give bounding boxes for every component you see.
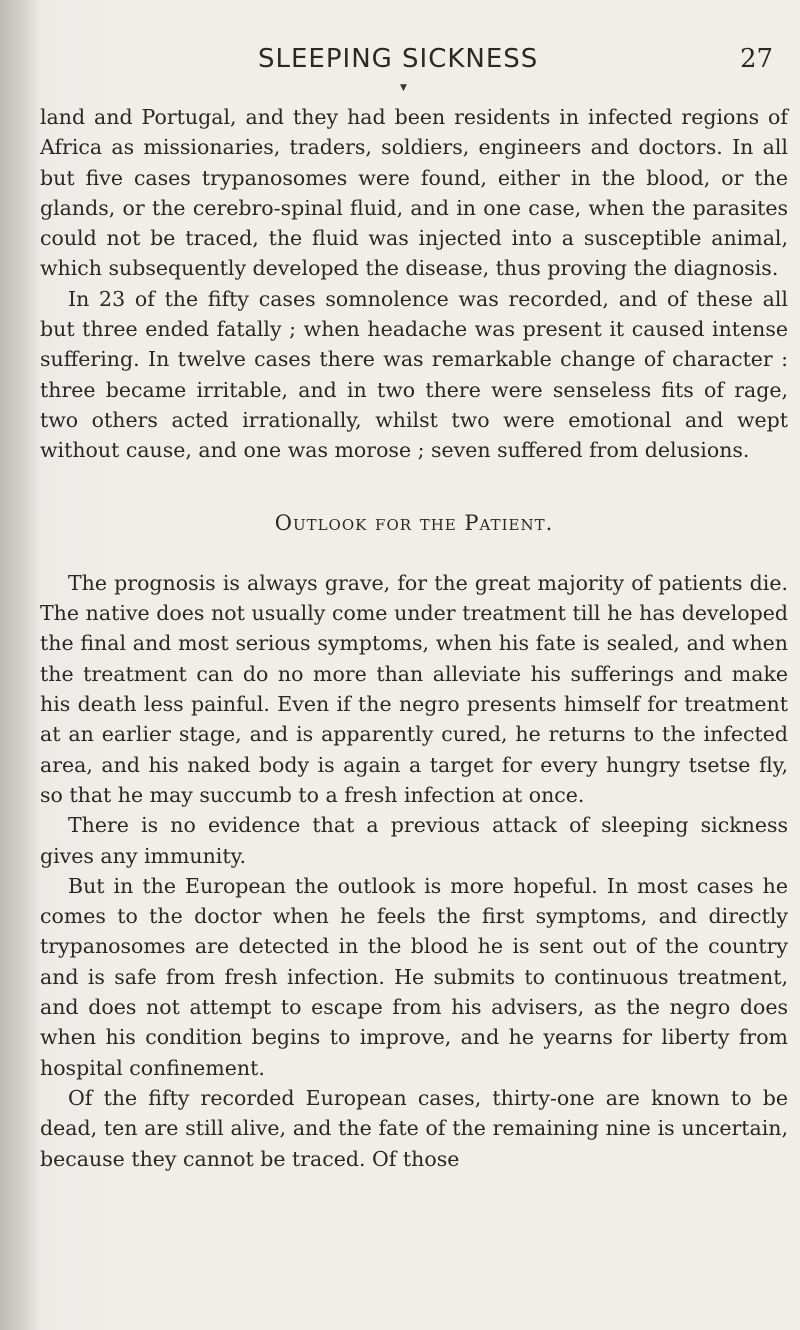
- paragraph: There is no evidence that a previous attack of sleeping sickness gives any immunity.: [40, 813, 788, 868]
- paragraph: land and Portugal, and they had been residents in infected regions of Africa as missionaries, traders, soldiers, engineers and doctors. In all but five cases trypanosomes were found, either in the blood, or the glands, or the cerebro-spinal fluid, and in one case, when the parasites could not be traced, the fluid was injected into a susceptible animal, which subsequently developed the disease, thus proving the diagnosis.: [40, 105, 788, 281]
- page-header: [0, 44, 800, 84]
- page-gutter-shadow: [0, 0, 40, 1330]
- page-number: 27: [740, 44, 774, 74]
- running-title: SLEEPING SICKNESS: [258, 44, 539, 74]
- paragraph: Of the fifty recorded European cases, thirty-one are known to be dead, ten are still alive, and the fate of the remaining nine is uncertain, because they cannot be traced. Of those: [40, 1085, 788, 1171]
- section-heading: Outlook for the Patient.: [274, 510, 554, 535]
- paragraph: In 23 of the fifty cases somnolence was recorded, and of these all but three ended fatally ; when headache was present it caused intense suffering. In twelve cases there was remarkable change of character : three became irritable, and in two there were senseless fits of rage, two others acted irrationally, whilst two were emotional and wept without cause, and one was morose ; seven suffered from delusions.: [40, 286, 788, 463]
- ornament-mark-icon: ▼: [400, 83, 407, 93]
- body-text: [40, 102, 788, 1174]
- paragraph: The prognosis is always grave, for the great majority of patients die. The native does not usually come under treatment till he has developed the final and most serious symptoms, when his fate is sealed, and when the treatment can do no more than alleviate his sufferings and make his death less painful. Even if the negro presents himself for treatment at an earlier stage, and is apparently cured, he returns to the infected area, and his naked body is again a target for every hungry tsetse fly, so that he may succumb to a fresh infection at once.: [40, 570, 788, 807]
- paragraph: But in the European the outlook is more hopeful. In most cases he comes to the doctor when he feels the first symptoms, and directly trypanosomes are detected in the blood he is sent out of the country and is safe from fresh infection. He submits to continuous treatment, and does not attempt to escape from his advisers, as the negro does when his condition begins to improve, and he yearns for liberty from hospital confinement.: [40, 873, 788, 1080]
